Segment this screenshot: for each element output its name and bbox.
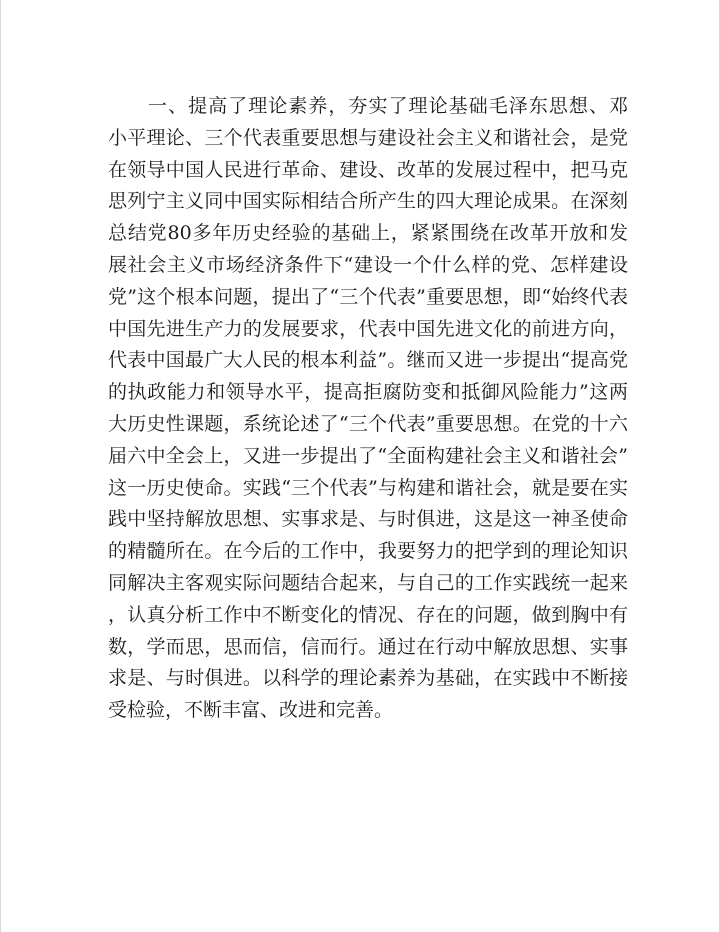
paragraph-line: 总结党80多年历史经验的基础上，紧紧围绕在改革开放和发 (108, 222, 628, 245)
paragraph-line: 的精髓所在。在今后的工作中，我要努力的把学到的理论知识 (108, 540, 628, 563)
paragraph-line: 的执政能力和领导水平，提高拒腐防变和抵御风险能力”这两 (108, 381, 628, 404)
paragraph-line: 受检验，不断丰富、改进和完善。 (108, 699, 394, 722)
paragraph-line: 小平理论、三个代表重要思想与建设社会主义和谐社会，是党 (108, 126, 628, 149)
paragraph-line: 这一历史使命。实践“三个代表”与构建和谐社会，就是要在实 (108, 476, 628, 499)
paragraph-line: 代表中国最广大人民的根本利益”。继而又进一步提出“提高党 (108, 349, 628, 372)
paragraph-line: 展社会主义市场经济条件下“建设一个什么样的党、怎样建设 (108, 253, 628, 276)
paragraph-line: 践中坚持解放思想、实事求是、与时俱进，这是这一神圣使命 (108, 508, 628, 531)
paragraph-line: 数，学而思，思而信，信而行。通过在行动中解放思想、实事 (108, 635, 628, 658)
paragraph-line: 在领导中国人民进行革命、建设、改革的发展过程中，把马克 (108, 158, 628, 181)
paragraph-line: 届六中全会上，又进一步提出了“全面构建社会主义和谐社会” (108, 444, 628, 467)
paragraph-line: 同解决主客观实际问题结合起来，与自己的工作实践统一起来 (108, 571, 628, 594)
paragraph-line: ，认真分析工作中不断变化的情况、存在的问题，做到胸中有 (108, 603, 628, 626)
paragraph-line: 求是、与时俱进。以科学的理论素养为基础，在实践中不断接 (108, 667, 628, 690)
paragraph-line: 思列宁主义同中国实际相结合所产生的四大理论成果。在深刻 (108, 190, 628, 213)
paragraph-line: 一、提高了理论素养，夯实了理论基础毛泽东思想、邓 (148, 95, 628, 117)
paragraph-line: 党”这个根本问题，提出了“三个代表”重要思想，即“始终代表 (108, 285, 628, 308)
paragraph-line: 大历史性课题，系统论述了“三个代表”重要思想。在党的十六 (108, 412, 628, 435)
body-paragraph (108, 91, 628, 727)
paragraph-line: 中国先进生产力的发展要求，代表中国先进文化的前进方向， (108, 317, 628, 340)
